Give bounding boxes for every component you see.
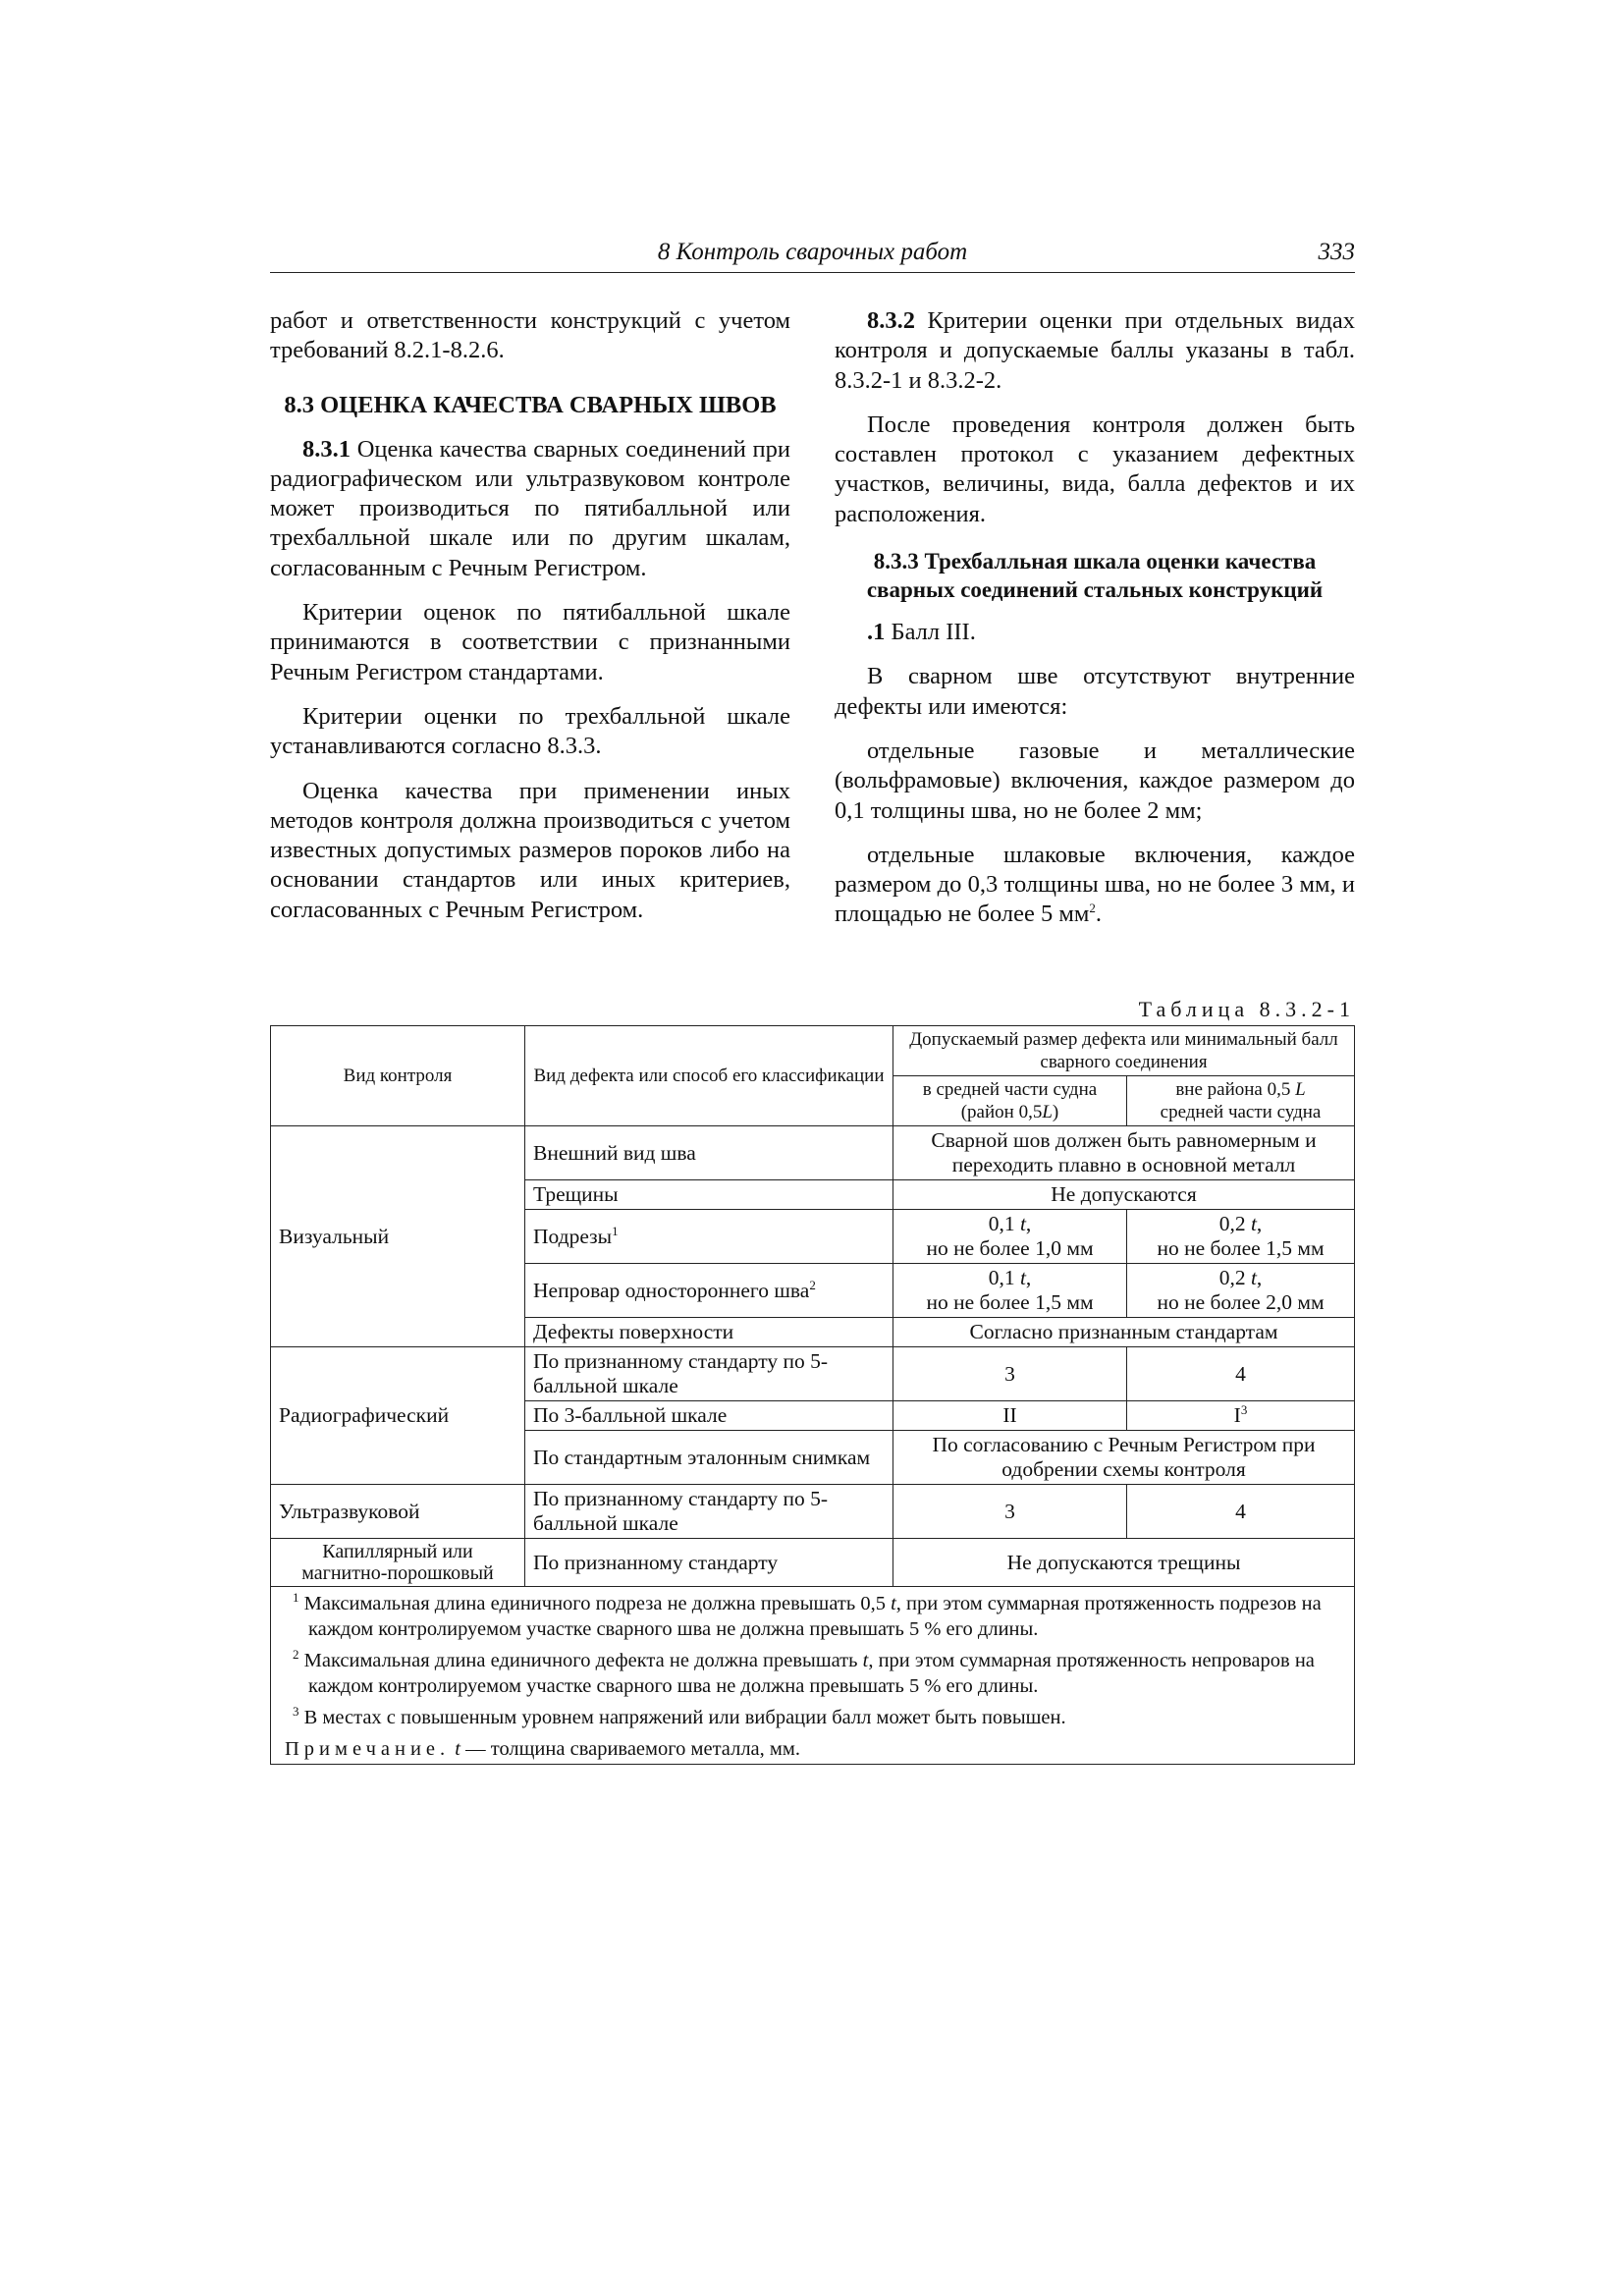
value-cell: Не допускаются: [893, 1180, 1355, 1210]
footnote: [279, 1648, 1346, 1699]
defect-text: Подрезы: [533, 1224, 613, 1248]
defect-cell: Дефекты поверхности: [525, 1318, 893, 1347]
value-cell: 0,2 t, но не более 2,0 мм: [1127, 1264, 1355, 1318]
defect-cell: По стандартным эталонным снимкам: [525, 1431, 893, 1485]
value-cell: 0,2 t, но не более 1,5 мм: [1127, 1210, 1355, 1264]
value-text: но не более 1,5 мм: [1157, 1236, 1325, 1260]
header-text: вне района 0,5: [1175, 1079, 1291, 1100]
header-text: средней части судна: [1160, 1102, 1322, 1122]
table-row: [271, 1347, 1355, 1401]
header-text: (район 0,5: [960, 1102, 1043, 1122]
value-cell: 3: [893, 1347, 1127, 1401]
paragraph-text: .: [1095, 901, 1103, 928]
clause-number: 8.3.2: [867, 307, 915, 334]
defect-cell: По 3-балльной шкале: [525, 1401, 893, 1431]
value-cell: [1127, 1401, 1355, 1431]
value-text: 0,2: [1218, 1266, 1246, 1289]
footnote-text: , при этом суммарная протяженность подрезов на каждом контролируемом участке сварного шва не должна превышать 5 % его длины.: [308, 1593, 1322, 1640]
note-label: Примечание.: [285, 1738, 451, 1760]
footnote-ref: 1: [612, 1223, 619, 1238]
header-text: L: [1042, 1102, 1053, 1122]
defect-cell: По признанному стандарту по 5-балльной шкале: [525, 1485, 893, 1539]
control-type-cell: Визуальный: [271, 1126, 525, 1347]
footnotes-cell: [271, 1587, 1355, 1765]
footnote: [279, 1591, 1346, 1642]
footnote-ref: 2: [809, 1277, 816, 1292]
defect-cell: [525, 1264, 893, 1318]
defect-cell: Трещины: [525, 1180, 893, 1210]
value-text: но не более 1,5 мм: [926, 1290, 1094, 1314]
value-cell: 3: [893, 1485, 1127, 1539]
paragraph: [835, 618, 1355, 647]
value-text: 0,1: [988, 1266, 1015, 1289]
header-text: L: [1295, 1079, 1306, 1100]
header-defect-type: Вид дефекта или способ его классификации: [525, 1026, 893, 1126]
note-text: — толщина свариваемого металла, мм.: [460, 1738, 800, 1760]
running-header: [270, 239, 1355, 273]
paragraph-text: отдельные шлаковые включения, каждое размером до 0,3 толщины шва, но не более 3 мм, и площадью не более 5 мм: [835, 841, 1355, 928]
footnote-marker: 3: [293, 1704, 299, 1720]
section-heading: 8.3 ОЦЕНКА КАЧЕСТВА СВАРНЫХ ШВОВ: [284, 391, 777, 418]
value-text: 0,2: [1218, 1212, 1246, 1235]
note-text: t: [455, 1738, 460, 1760]
paragraph: Оценка качества при применении иных методов контроля должна производиться с учетом известных допустимых размеров пороков либо на основании стандартов или иных критериев, согласованных с Речным Регистром.: [270, 777, 790, 923]
value-text: но не более 2,0 мм: [1157, 1290, 1325, 1314]
value-text: I: [1233, 1403, 1241, 1427]
footnote-marker: 2: [293, 1647, 299, 1663]
value-text: t: [1250, 1212, 1257, 1235]
left-column: [270, 306, 790, 940]
header-text: в средней части судна: [922, 1079, 1098, 1100]
value-cell: По согласованию с Речным Регистром при одобрении схемы контроля: [893, 1431, 1355, 1485]
value-cell: II: [893, 1401, 1127, 1431]
footnote-text: В местах с повышенным уровнем напряжений или вибрации балл может быть повышен.: [298, 1707, 1066, 1728]
control-type-cell: Ультразвуковой: [271, 1485, 525, 1539]
table-row: [271, 1485, 1355, 1539]
footnote-text: t: [862, 1650, 869, 1671]
table-note: [279, 1736, 1346, 1762]
paragraph: работ и ответственности конструкций с учетом требований 8.2.1-8.2.6.: [270, 307, 790, 364]
footnote-marker: 1: [293, 1590, 299, 1606]
header-control-type: Вид контроля: [271, 1026, 525, 1126]
footnote-ref: 3: [1240, 1401, 1248, 1417]
paragraph: [835, 841, 1355, 930]
footnote-text: Максимальная длина единичного подреза не должна превышать 0,5: [298, 1593, 892, 1614]
value-cell: 4: [1127, 1347, 1355, 1401]
criteria-table: [270, 1025, 1355, 1765]
header-outside-mid-ship: [1127, 1076, 1355, 1126]
paragraph-text: Критерии оценки при отдельных видах контроля и допускаемые баллы указаны в табл. 8.3.2-1 и 8.3.2-2.: [835, 307, 1355, 394]
page-number: 333: [1318, 239, 1355, 265]
paragraph: В сварном шве отсутствуют внутренние дефекты или имеются:: [835, 663, 1355, 720]
paragraph: [270, 435, 790, 583]
control-type-cell: Капиллярный или магнитно-порошковый: [271, 1539, 525, 1587]
defect-cell: Внешний вид шва: [525, 1126, 893, 1180]
value-text: t: [1019, 1266, 1026, 1289]
control-type-cell: Радиографический: [271, 1347, 525, 1485]
paragraph: Критерии оценок по пятибалльной шкале принимаются в соответствии с признанными Речным Регистром стандартами.: [270, 599, 790, 685]
defect-cell: По признанному стандарту по 5-балльной шкале: [525, 1347, 893, 1401]
paragraph: После проведения контроля должен быть составлен протокол с указанием дефектных участков, величины, вида, балла дефектов и их расположения.: [835, 410, 1355, 527]
footnote-text: t: [891, 1593, 896, 1614]
defect-cell: По признанному стандарту: [525, 1539, 893, 1587]
value-text: но не более 1,0 мм: [926, 1236, 1094, 1260]
value-text: 0,1: [988, 1212, 1015, 1235]
right-column: [835, 306, 1355, 945]
chapter-title: 8 Контроль сварочных работ: [657, 239, 968, 265]
paragraph: отдельные газовые и металлические (вольфрамовые) включения, каждое размером до 0,1 толщины шва, но не более 2 мм;: [835, 737, 1355, 824]
defect-cell: [525, 1210, 893, 1264]
table-row: [271, 1126, 1355, 1180]
footnote-text: , при этом суммарная протяженность непроваров на каждом контролируемом участке сварного шва не должна превышать 5 % его длины.: [308, 1650, 1315, 1697]
footnote-text: Максимальная длина единичного дефекта не должна превышать: [298, 1650, 863, 1671]
value-text: t: [1250, 1266, 1257, 1289]
paragraph-text: Балл III.: [885, 619, 976, 646]
superscript: 2: [1089, 901, 1096, 916]
paragraph: [835, 306, 1355, 396]
paragraph-text: Оценка качества сварных соединений при радиографическом или ультразвуковом контроле может производиться по пятибалльной или трехбалльной шкале или по другим шкалам, согласованным с Речным Регистром.: [270, 435, 790, 581]
value-cell: Не допускаются трещины: [893, 1539, 1355, 1587]
header-mid-ship: [893, 1076, 1127, 1126]
item-number: .1: [867, 619, 886, 646]
subsection-heading: 8.3.3 Трехбалльная шкала оценки качества сварных соединений стальных конструкций: [866, 549, 1324, 603]
table-caption: Таблица 8.3.2-1: [1138, 997, 1355, 1021]
header-text: ): [1052, 1102, 1059, 1122]
value-text: t: [1019, 1212, 1026, 1235]
value-cell: 4: [1127, 1485, 1355, 1539]
table-footnotes-row: [271, 1587, 1355, 1765]
value-cell: Согласно признанным стандартам: [893, 1318, 1355, 1347]
value-cell: 0,1 t, но не более 1,0 мм: [893, 1210, 1127, 1264]
defect-text: Непровар одностороннего шва: [533, 1278, 810, 1302]
paragraph: Критерии оценки по трехбалльной шкале устанавливаются согласно 8.3.3.: [270, 702, 790, 760]
clause-number: 8.3.1: [302, 435, 351, 463]
table-row: [271, 1539, 1355, 1587]
table-header-row: [271, 1026, 1355, 1076]
footnote: [279, 1705, 1346, 1730]
value-cell: Сварной шов должен быть равномерным и переходить плавно в основной металл: [893, 1126, 1355, 1180]
value-cell: 0,1 t, но не более 1,5 мм: [893, 1264, 1127, 1318]
header-allowed-size: Допускаемый размер дефекта или минимальный балл сварного соединения: [893, 1026, 1355, 1076]
